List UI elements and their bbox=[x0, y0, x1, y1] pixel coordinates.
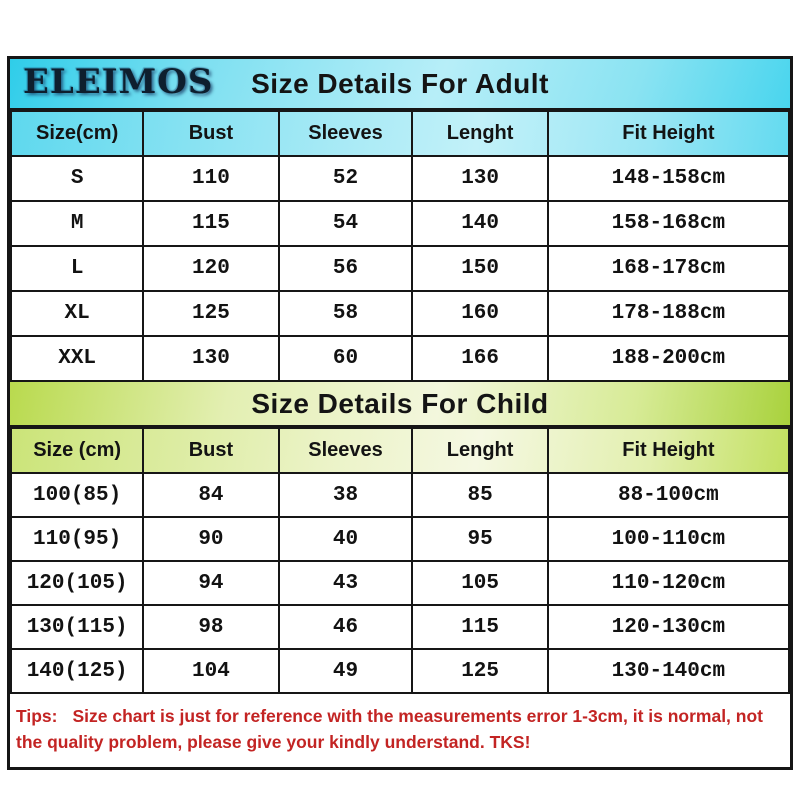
sleeves-cell: 52 bbox=[279, 156, 413, 201]
child-column-header-length: Lenght bbox=[412, 428, 547, 473]
size-cell: 140(125) bbox=[11, 649, 143, 693]
sleeves-cell: 60 bbox=[279, 336, 413, 381]
table-row-adult-xl bbox=[11, 291, 789, 336]
table-row-child-100 bbox=[11, 473, 789, 517]
fit-height-cell: 148-158cm bbox=[548, 156, 789, 201]
length-cell: 115 bbox=[412, 605, 547, 649]
bust-cell: 104 bbox=[143, 649, 278, 693]
adult-size-table bbox=[10, 110, 790, 382]
child-column-header-sleeves: Sleeves bbox=[279, 428, 413, 473]
child-column-header-fit-height: Fit Height bbox=[548, 428, 789, 473]
fit-height-cell: 88-100cm bbox=[548, 473, 789, 517]
child-column-header-bust: Bust bbox=[143, 428, 278, 473]
tips-text: Size chart is just for reference with the measurements error 1-3cm, it is normal, not the quality problem, please give your kindly understand. TKS! bbox=[16, 706, 763, 753]
length-cell: 125 bbox=[412, 649, 547, 693]
size-cell: L bbox=[11, 246, 143, 291]
bust-cell: 110 bbox=[143, 156, 278, 201]
bust-cell: 90 bbox=[143, 517, 278, 561]
adult-column-header-fit-height: Fit Height bbox=[548, 111, 789, 156]
table-row-adult-l bbox=[11, 246, 789, 291]
adult-column-header-length: Lenght bbox=[412, 111, 547, 156]
sleeves-cell: 38 bbox=[279, 473, 413, 517]
size-cell: 110(95) bbox=[11, 517, 143, 561]
fit-height-cell: 178-188cm bbox=[548, 291, 789, 336]
adult-header-row bbox=[11, 111, 789, 156]
fit-height-cell: 158-168cm bbox=[548, 201, 789, 246]
child-section-title: Size Details For Child bbox=[251, 387, 549, 419]
child-column-header-size: Size (cm) bbox=[11, 428, 143, 473]
size-chart-box bbox=[7, 56, 793, 770]
fit-height-cell: 120-130cm bbox=[548, 605, 789, 649]
length-cell: 105 bbox=[412, 561, 547, 605]
sleeves-cell: 58 bbox=[279, 291, 413, 336]
length-cell: 95 bbox=[412, 517, 547, 561]
length-cell: 160 bbox=[412, 291, 547, 336]
tips-note bbox=[10, 694, 790, 767]
adult-column-header-bust: Bust bbox=[143, 111, 278, 156]
bust-cell: 130 bbox=[143, 336, 278, 381]
bust-cell: 94 bbox=[143, 561, 278, 605]
length-cell: 85 bbox=[412, 473, 547, 517]
table-row-adult-xxl bbox=[11, 336, 789, 381]
sleeves-cell: 56 bbox=[279, 246, 413, 291]
size-cell: XL bbox=[11, 291, 143, 336]
length-cell: 166 bbox=[412, 336, 547, 381]
size-cell: 100(85) bbox=[11, 473, 143, 517]
bust-cell: 115 bbox=[143, 201, 278, 246]
adult-section-header bbox=[10, 59, 790, 110]
bust-cell: 98 bbox=[143, 605, 278, 649]
fit-height-cell: 168-178cm bbox=[548, 246, 789, 291]
sleeves-cell: 40 bbox=[279, 517, 413, 561]
fit-height-cell: 100-110cm bbox=[548, 517, 789, 561]
size-cell: 120(105) bbox=[11, 561, 143, 605]
length-cell: 130 bbox=[412, 156, 547, 201]
length-cell: 150 bbox=[412, 246, 547, 291]
size-cell: M bbox=[11, 201, 143, 246]
brand-logo: ELEIMOS bbox=[23, 62, 214, 102]
sleeves-cell: 49 bbox=[279, 649, 413, 693]
size-cell: 130(115) bbox=[11, 605, 143, 649]
fit-height-cell: 188-200cm bbox=[548, 336, 789, 381]
sleeves-cell: 46 bbox=[279, 605, 413, 649]
table-row-adult-m bbox=[11, 201, 789, 246]
size-cell: S bbox=[11, 156, 143, 201]
adult-column-header-size: Size(cm) bbox=[11, 111, 143, 156]
child-size-table bbox=[10, 427, 790, 694]
table-row-child-130 bbox=[11, 605, 789, 649]
bust-cell: 84 bbox=[143, 473, 278, 517]
adult-column-header-sleeves: Sleeves bbox=[279, 111, 413, 156]
tips-label: Tips: bbox=[16, 706, 58, 726]
table-row-child-120 bbox=[11, 561, 789, 605]
size-cell: XXL bbox=[11, 336, 143, 381]
fit-height-cell: 110-120cm bbox=[548, 561, 789, 605]
bust-cell: 125 bbox=[143, 291, 278, 336]
table-row-child-110 bbox=[11, 517, 789, 561]
table-row-adult-s bbox=[11, 156, 789, 201]
bust-cell: 120 bbox=[143, 246, 278, 291]
sleeves-cell: 54 bbox=[279, 201, 413, 246]
child-section-header bbox=[10, 382, 790, 427]
length-cell: 140 bbox=[412, 201, 547, 246]
fit-height-cell: 130-140cm bbox=[548, 649, 789, 693]
adult-section-title: Size Details For Adult bbox=[251, 67, 549, 99]
table-row-child-140 bbox=[11, 649, 789, 693]
sleeves-cell: 43 bbox=[279, 561, 413, 605]
child-header-row bbox=[11, 428, 789, 473]
